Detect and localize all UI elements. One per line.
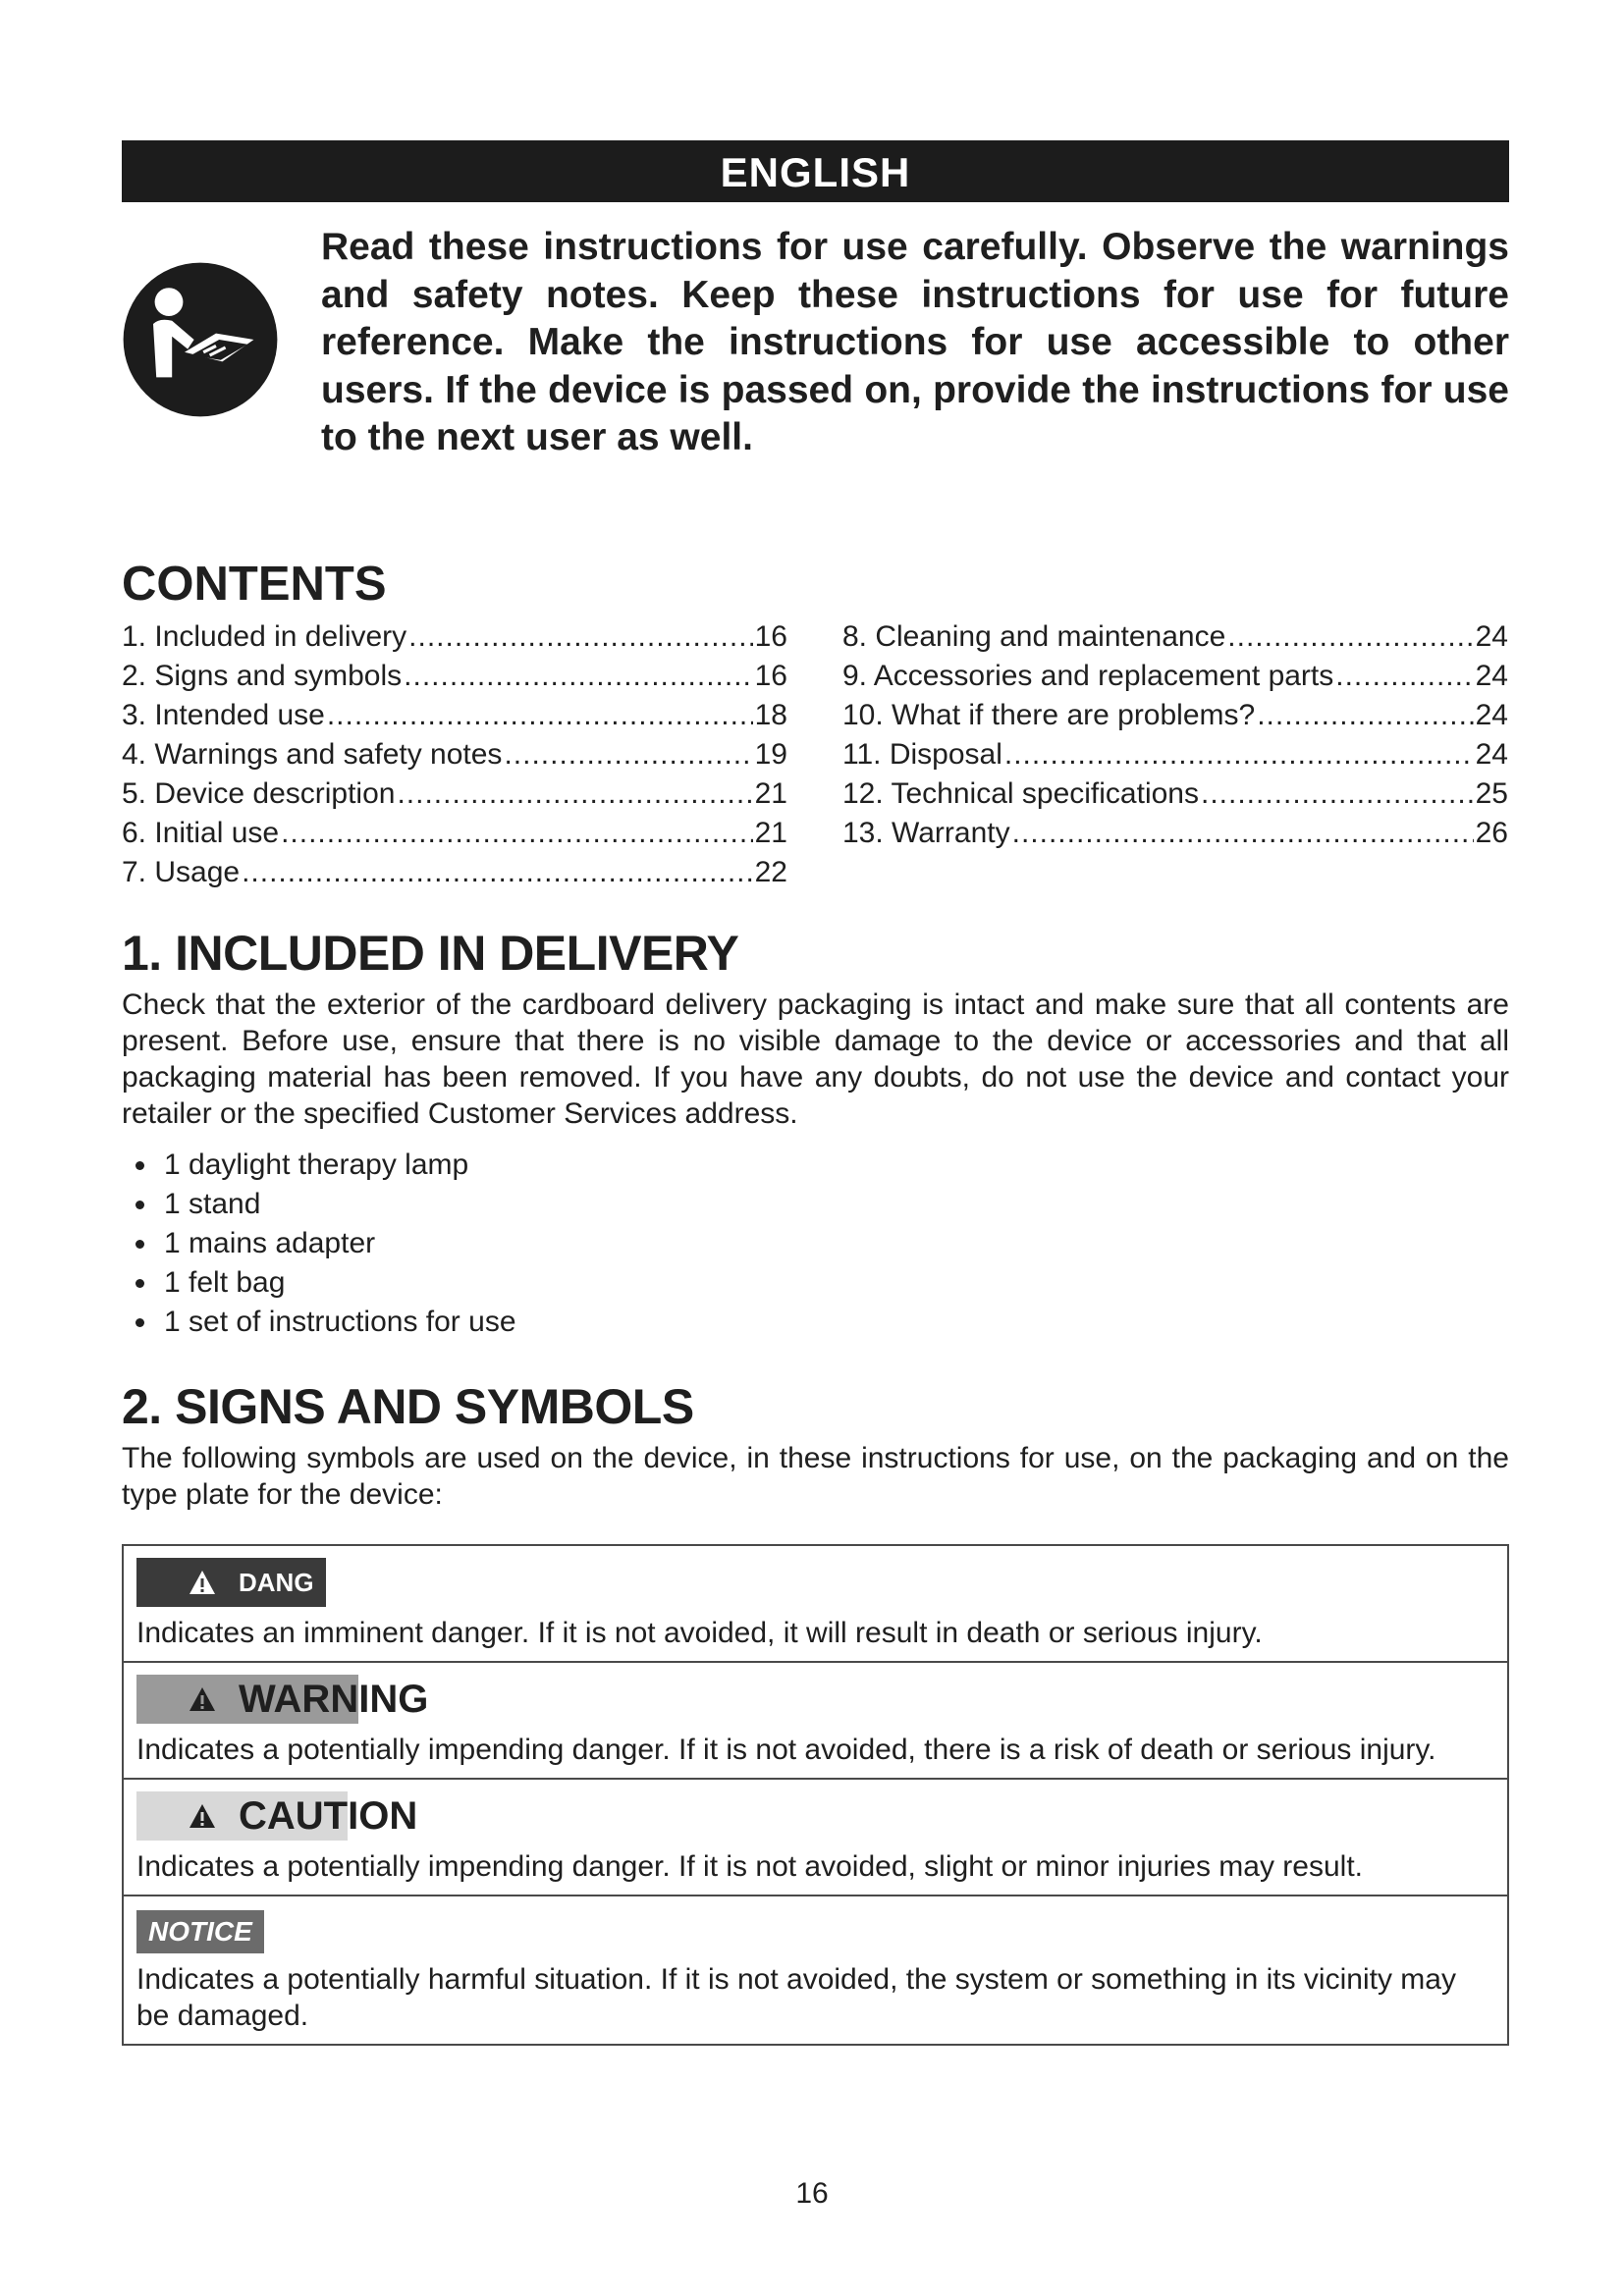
- toc-item[interactable]: 1. Included in delivery ..... 16: [122, 617, 787, 657]
- toc-item[interactable]: 12. Technical specifications ..... 25: [842, 774, 1508, 814]
- list-item: 1 stand: [135, 1185, 1509, 1224]
- toc-item[interactable]: 8. Cleaning and maintenance ..... 24: [842, 617, 1508, 657]
- notice-row: [124, 1895, 1507, 2044]
- toc-item[interactable]: 7. Usage ..... 22: [122, 853, 787, 892]
- toc-right-column: [842, 617, 1508, 892]
- bullet-icon: [135, 1240, 144, 1249]
- toc-item[interactable]: 10. What if there are problems? ..... 24: [842, 696, 1508, 735]
- toc-item[interactable]: 13. Warranty ..... 26: [842, 814, 1508, 853]
- warning-description: Indicates a potentially impending danger. If it is not avoided, there is a risk of death or serious injury.: [136, 1734, 1436, 1766]
- bullet-icon: [135, 1201, 144, 1209]
- bullet-icon: [135, 1161, 144, 1170]
- list-item: 1 mains adapter: [135, 1224, 1509, 1263]
- intro-text: Read these instructions for use carefully. Observe the warnings and safety notes. Keep these instructions for use for future reference. Make the instructions for use accessible to other users. If the device is passed on, provide the instructions for use to the next user as well.: [321, 226, 1509, 458]
- read-instructions-icon: [122, 261, 279, 418]
- danger-row: [124, 1546, 1507, 1661]
- warning-triangle-icon: [188, 1802, 217, 1830]
- manual-page: [122, 140, 1509, 2046]
- danger-description: Indicates an imminent danger. If it is not avoided, it will result in death or serious injury.: [136, 1617, 1263, 1649]
- notice-label: NOTICE: [136, 1910, 264, 1953]
- caution-row: [124, 1778, 1507, 1895]
- toc-item[interactable]: 11. Disposal ..... 24: [842, 735, 1508, 774]
- section-1-title: 1. INCLUDED IN DELIVERY: [122, 926, 739, 981]
- section-1-text: Check that the exterior of the cardboard delivery packaging is intact and make sure that all contents are present. Before use, ensure that there is no visible damage to the device or accessories and that all packaging material has been removed. If you have any doubts, do not use the device and contact your retailer or the specified Customer Services address.: [122, 988, 1509, 1130]
- list-item: 1 daylight therapy lamp: [135, 1146, 1509, 1185]
- caution-label: CAUT ION: [136, 1791, 1507, 1841]
- toc-item[interactable]: 5. Device description ..... 21: [122, 774, 787, 814]
- signal-words-table: [122, 1544, 1509, 2046]
- list-item: 1 set of instructions for use: [135, 1303, 1509, 1342]
- caution-description: Indicates a potentially impending danger. If it is not avoided, slight or minor injuries may result.: [136, 1850, 1363, 1883]
- warning-row: [124, 1661, 1507, 1778]
- toc-item[interactable]: 2. Signs and symbols ..... 16: [122, 657, 787, 696]
- toc-item[interactable]: 9. Accessories and replacement parts ..... 24: [842, 657, 1508, 696]
- toc-item[interactable]: 4. Warnings and safety notes ..... 19: [122, 735, 787, 774]
- table-of-contents: [122, 617, 1509, 892]
- bullet-icon: [135, 1279, 144, 1288]
- toc-left-column: [122, 617, 787, 892]
- section-2-text: The following symbols are used on the device, in these instructions for use, on the packaging and on the type plate for the device:: [122, 1442, 1509, 1511]
- warning-label: WARN ING: [136, 1675, 1507, 1724]
- intro-block: [122, 224, 1509, 459]
- language-header: ENGLISH: [122, 140, 1509, 202]
- page-number: 16: [795, 2177, 829, 2210]
- warning-triangle-icon: [188, 1685, 217, 1713]
- warning-triangle-icon: [188, 1569, 217, 1596]
- contents-title: CONTENTS: [122, 558, 387, 611]
- toc-item[interactable]: 3. Intended use ..... 18: [122, 696, 787, 735]
- list-item: 1 felt bag: [135, 1263, 1509, 1303]
- section-2-title: 2. SIGNS AND SYMBOLS: [122, 1379, 694, 1434]
- delivery-list: [122, 1146, 1509, 1342]
- danger-label: DANG: [136, 1558, 326, 1607]
- toc-item[interactable]: 6. Initial use ..... 21: [122, 814, 787, 853]
- bullet-icon: [135, 1318, 144, 1327]
- notice-description: Indicates a potentially harmful situation. If it is not avoided, the system or something in its vicinity may be damaged.: [136, 1963, 1456, 2032]
